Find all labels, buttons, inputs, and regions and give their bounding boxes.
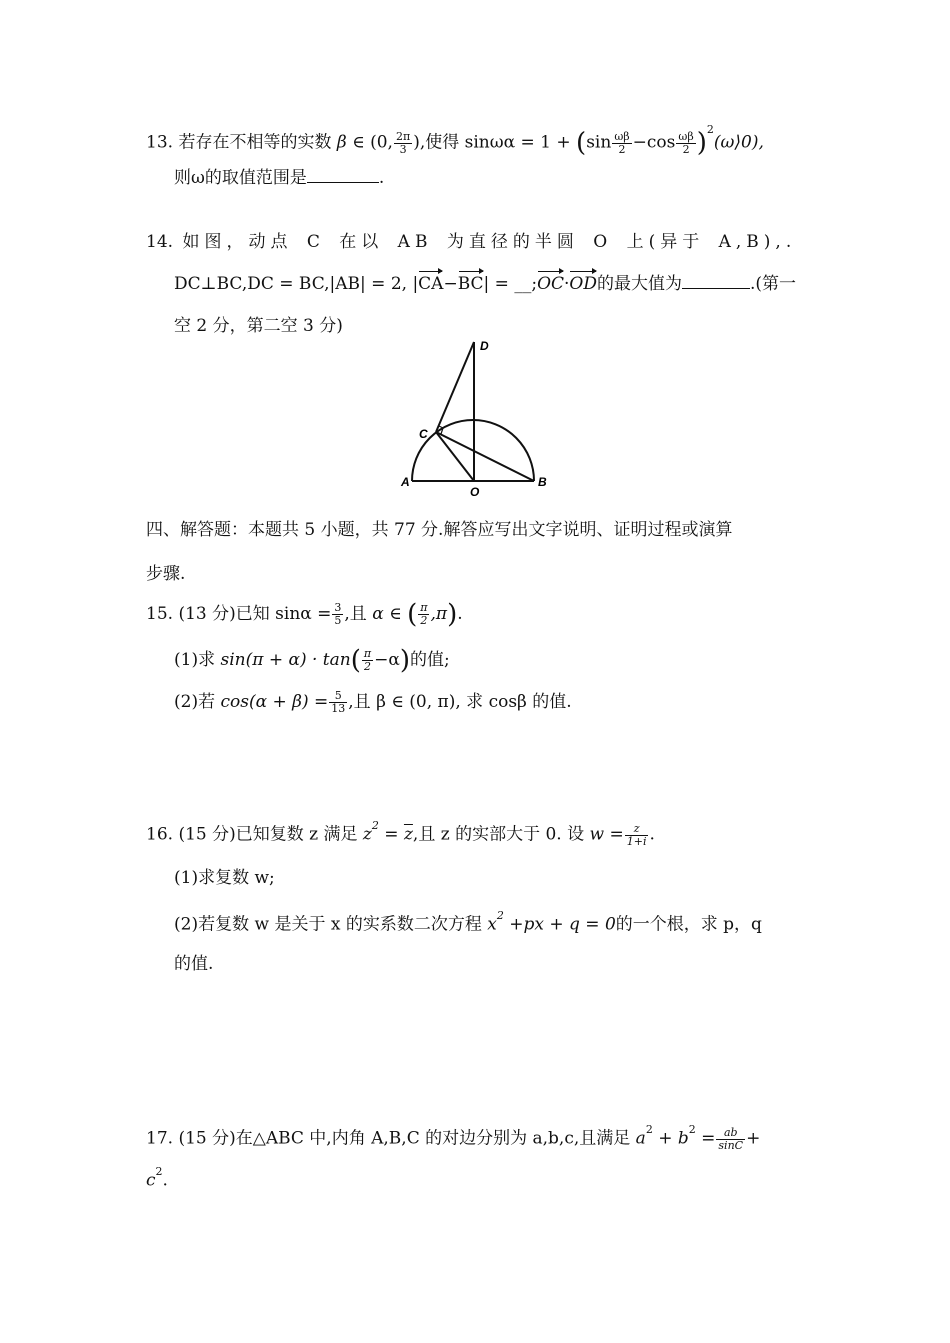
q16-eq: = <box>384 824 399 845</box>
q17-a-pow: 2 <box>645 1123 653 1136</box>
q13-frac2 <box>676 131 695 156</box>
q14-vec-bc: BC <box>457 274 484 294</box>
q13-frac1 <box>612 131 631 156</box>
q15-part2-expr: cos(α + β) = <box>220 692 329 712</box>
q16-frac-num: z <box>625 823 649 836</box>
q16-pow: 2 <box>371 819 379 832</box>
q13-lhs: sinωα <box>464 132 516 153</box>
q16-w: w = <box>589 824 624 845</box>
q17-b-pow: 2 <box>688 1123 696 1136</box>
q14-vec-oc: OC <box>537 274 565 294</box>
q13-text2: ),使得 <box>413 132 460 153</box>
q13-frac1-den: 2 <box>618 142 626 156</box>
q13-paren-right: ) <box>696 128 707 159</box>
label-d: D <box>480 339 489 353</box>
q16-head: 16. (15 分)已知复数 z 满足 <box>146 824 358 845</box>
q15-part1-paren-left: ( <box>350 645 361 676</box>
q14-line2-b: | = __; <box>483 274 538 294</box>
q15-part2-label: (2)若 <box>174 692 216 712</box>
q14-line2-c: 的最大值为 <box>597 274 682 294</box>
q14-vec-ca: CA <box>418 274 444 294</box>
q16-part2-eq: +px + q = 0 <box>509 914 616 935</box>
q14-line1 <box>146 230 796 254</box>
q16-part2-text: (2)若复数 w 是关于 x 的实系数二次方程 <box>174 914 482 935</box>
q13-minus-cos: −cos <box>632 132 676 153</box>
q13-in: ∈ <box>352 132 365 153</box>
q13-frac2-den: 2 <box>682 142 690 156</box>
q13-line2 <box>174 166 384 190</box>
q15-pi-frac <box>418 602 429 627</box>
q15-mid: ,且 <box>344 604 367 624</box>
q16-mid: ,且 z 的实部大于 0. 设 <box>412 824 585 845</box>
q15-part1-expr: sin(π + α) · tan <box>220 650 351 670</box>
q13-line1 <box>146 123 764 159</box>
q15-part1-frac-den: 2 <box>363 660 371 673</box>
q16-part2-cont <box>174 952 213 976</box>
q15-part2-frac <box>329 690 347 715</box>
q15-paren-left: ( <box>407 599 418 630</box>
q16-line1 <box>146 818 655 848</box>
q16-part2-c: 的值. <box>174 954 214 974</box>
q17-line1 <box>146 1122 760 1152</box>
q15-frac-num: 3 <box>334 601 342 614</box>
q14-answer-blank[interactable] <box>682 272 750 289</box>
q13-interval-open: (0, <box>370 132 393 153</box>
q15-part2-frac-den: 13 <box>331 702 346 715</box>
q17-eq: = <box>701 1128 716 1149</box>
q14-line2-d: .(第一 <box>750 274 797 294</box>
q13-line2-end: . <box>378 168 385 188</box>
segment-cd <box>436 342 474 432</box>
section4-line2 <box>146 562 185 586</box>
q16-part2-b: 的一个根，求 p，q <box>615 914 762 935</box>
q15-head: 15. (13 分)已知 <box>146 604 270 624</box>
q15-alpha-in: α ∈ <box>372 604 402 624</box>
q16-part2 <box>174 908 762 937</box>
q17-c-pow: 2 <box>155 1165 163 1178</box>
q14-minus: − <box>443 274 458 294</box>
q14-vec-od: OD <box>569 274 597 294</box>
q17-frac-den: sinC <box>718 1138 744 1152</box>
q14-dot: · <box>564 274 570 294</box>
q15-line1 <box>146 599 463 630</box>
q13-cond: (ω⟩0), <box>713 132 764 153</box>
q14-line2-text: DC⊥BC,DC = BC,|AB| = 2, | <box>174 274 419 294</box>
segment-co <box>436 432 474 481</box>
q17-line2 <box>146 1164 168 1193</box>
label-b: B <box>538 475 547 489</box>
q17-plus-b: + b <box>658 1128 689 1149</box>
q14-line1-text: 如图，动点 C 在以 AB 为直径的半圆 O 上(异于 A,B),. <box>182 232 797 252</box>
q16-z: z <box>362 824 372 845</box>
q15-frac <box>332 602 343 627</box>
q15-end: . <box>457 604 463 624</box>
q15-pi-frac-num: π <box>420 601 428 614</box>
q15-part2 <box>174 690 572 715</box>
label-o: O <box>470 485 480 499</box>
q16-frac <box>625 823 649 848</box>
q13-power: 2 <box>706 123 714 136</box>
q17-c: c <box>146 1170 156 1191</box>
q14-number: 14. <box>146 232 174 252</box>
q13-number: 13. <box>146 132 174 153</box>
q17-end: . <box>162 1170 168 1191</box>
q15-part1-label: (1)求 <box>174 650 216 670</box>
q13-sin: sin <box>586 132 612 153</box>
q13-answer-blank[interactable] <box>307 166 379 183</box>
q13-frac2-num: ωβ <box>678 129 694 143</box>
label-c: C <box>419 427 428 441</box>
q13-text: 若存在不相等的实数 <box>178 132 332 153</box>
q16-part1-text: (1)求复数 w; <box>174 868 275 888</box>
section4-heading: 四、解答题：本题共 5 小题，共 77 分.解答应写出文字说明、证明过程或演算 <box>146 520 733 540</box>
q13-frac-den: 3 <box>399 142 407 156</box>
q13-frac1-num: ωβ <box>614 129 630 143</box>
q15-part1-frac-num: π <box>363 647 372 660</box>
q16-frac-den: 1+i <box>626 834 647 848</box>
q14-line3 <box>174 314 343 338</box>
q15-sin-a: sinα <box>275 604 312 624</box>
q13-paren-left: ( <box>576 128 587 159</box>
segment-cb <box>436 432 534 481</box>
q15-part1-paren-right: ) <box>399 645 410 676</box>
q15-part1-b: −α <box>374 650 400 670</box>
q13-frac <box>394 131 412 156</box>
semicircle-figure <box>398 334 558 499</box>
q15-frac-den: 5 <box>334 614 342 627</box>
q17-frac <box>716 1127 745 1152</box>
q14-line2 <box>174 272 796 296</box>
q17-frac-num: ab <box>716 1127 745 1140</box>
q15-part1-frac <box>362 648 373 673</box>
q15-pi-frac-den: 2 <box>420 614 428 627</box>
q17-head: 17. (15 分)在△ABC 中,内角 A,B,C 的对边分别为 a,b,c,且满足 <box>146 1128 631 1149</box>
q16-x-pow: 2 <box>496 909 504 922</box>
label-a: A <box>401 475 410 489</box>
q15-eq: = <box>317 604 332 624</box>
q17-plus: + <box>746 1128 761 1149</box>
q13-beta: β <box>336 132 347 153</box>
q17-a: a <box>635 1128 646 1149</box>
q16-end: . <box>649 824 655 845</box>
q13-line2-text: 则ω的取值范围是 <box>174 168 307 188</box>
q13-eq: = 1 + <box>520 132 571 153</box>
q15-paren-right: ) <box>447 599 458 630</box>
q15-part1-c: 的值; <box>410 650 450 670</box>
section4-heading-cont: 步骤. <box>146 564 186 584</box>
q13-frac-num: 2π <box>395 129 411 143</box>
q14-line3-text: 空 2 分，第二空 3 分) <box>174 316 343 336</box>
q16-zbar: $\overline{z}$ <box>403 824 413 845</box>
q15-part2-frac-num: 5 <box>329 690 347 703</box>
section4-line1 <box>146 518 732 542</box>
q16-part1 <box>174 866 275 890</box>
q15-part1 <box>174 645 450 676</box>
q15-pi: ,π <box>430 604 448 624</box>
q15-part2-b: ,且 β ∈ (0, π), 求 cosβ 的值. <box>348 692 572 712</box>
q16-x: x <box>487 914 497 935</box>
